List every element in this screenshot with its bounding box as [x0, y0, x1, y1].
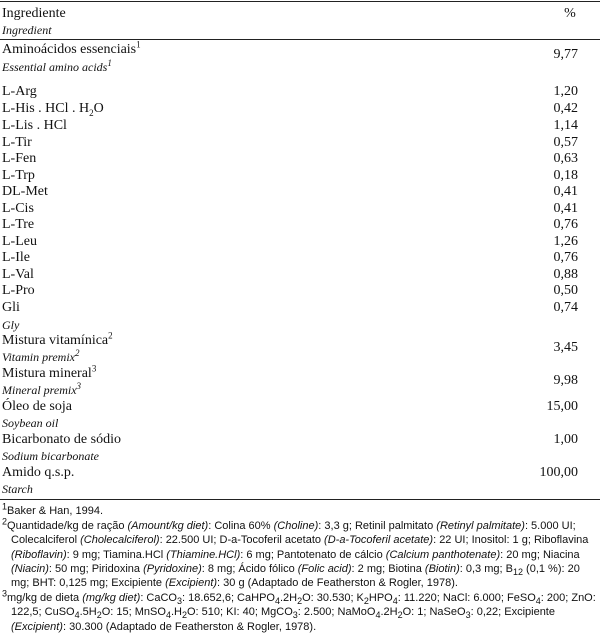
ingredient-name: Óleo de soja: [2, 399, 72, 414]
ingredient-name-en: Starch: [2, 482, 33, 496]
ingredient-name-en: Essential amino acids$^1$: [2, 58, 112, 74]
ingredient-name: Amido q.s.p.: [2, 465, 75, 480]
ingredient-name: Aminoácidos essenciais$^1$: [2, 39, 141, 57]
ingredient-name: L-Trp: [2, 168, 35, 183]
ingredient-name: L-Ile: [2, 250, 30, 265]
ingredient-name: Bicarbonato de sódio: [2, 432, 121, 447]
ingredient-name: Mistura mineral$^3$: [2, 363, 97, 381]
ingredient-value: 3,45: [553, 340, 578, 355]
ingredient-value: 0,63: [553, 151, 578, 166]
ingredient-value: 9,77: [553, 47, 578, 62]
header-ingredient: Ingrediente: [2, 6, 66, 21]
ingredient-name-en: Soybean oil: [2, 416, 59, 430]
ingredient-value: 15,00: [546, 399, 578, 414]
table-row: [2, 249, 600, 267]
ingredient-value: 1,14: [553, 118, 578, 133]
ingredient-value: 0,76: [553, 250, 578, 265]
table-row: [2, 150, 600, 168]
table-row: [2, 100, 600, 118]
ingredient-value: 0,57: [553, 135, 578, 150]
bottom-rule: [0, 499, 600, 500]
ingredient-name: DL-Met: [2, 184, 48, 199]
ingredient-value: 0,88: [553, 267, 578, 282]
ingredient-value: 0,74: [553, 300, 578, 315]
footnote-3: $^3$mg/kg de dieta (mg/kg diet): CaCO$_3$: 18.652,6; $CaHPO_4.2H_2O$: 30.530; $K_2HPO_4$: 11.220; NaCl: 6.000; FeSO$_4$: 200; ZnO: 122,5; $CuSO_4.5H_2O$: 15; $MnSO_4.H_2O$: 510; KI: 40; MgCO$_3$: 2.500; $NaMoO_4.2H_2O$: 1; NaSeO$_3$: 0,22; Excipiente (Excipient): 30.300 (Adaptado de Featherston & Rogler, 1978).: [2, 588, 596, 633]
ingredient-value: 0,41: [553, 184, 578, 199]
header-percent: %: [564, 6, 576, 21]
ingredient-name-en: Sodium bicarbonate: [2, 449, 99, 463]
ingredient-value: 0,42: [553, 101, 578, 116]
ingredient-name: L-Leu: [2, 234, 37, 249]
ingredient-name: L-Arg: [2, 84, 37, 99]
table-row: [2, 299, 600, 317]
table-row: [2, 117, 600, 135]
table-row: [2, 216, 600, 234]
ingredient-name: Mistura vitamínica$^2$: [2, 330, 113, 348]
ingredient-name: L-Lis . HCl: [2, 118, 67, 133]
footnote-1: $^1$Baker & Han, 1994.: [2, 501, 104, 517]
ingredient-value: 0,76: [553, 217, 578, 232]
ingredient-value: 0,50: [553, 283, 578, 298]
ingredient-name-en: Gly: [2, 318, 20, 332]
ingredient-value: 0,41: [553, 201, 578, 216]
table-row: [2, 282, 600, 300]
ingredient-name: L-His . HCl . $H_2O$: [2, 101, 104, 118]
ingredient-name-en: Mineral premix$^3$: [2, 381, 82, 397]
ingredient-value: 1,00: [553, 432, 578, 447]
ingredient-value: 1,20: [553, 84, 578, 99]
ingredient-value: 0,18: [553, 168, 578, 183]
ingredient-name: L-Tir: [2, 135, 32, 150]
ingredient-value: 1,26: [553, 234, 578, 249]
ingredient-name: Gli: [2, 300, 20, 315]
footnote-2: $^2$Quantidade/kg de ração (Amount/kg diet): Colina 60% (Choline): 3,3 g; Retinil palmitato (Retinyl palmitate): 5.000 UI; Colecalciferol (Cholecalciferol): 22.500 UI; D-a-Tocoferil acetato (D-a-Tocoferil acetate): 22 UI; Inositol: 1 g; Riboflavina (Riboflavin): 9 mg; Tiamina.HCl (Thiamine.HCl): 6 mg; Pantotenato de cálcio (Calcium panthotenate): 20 mg; Niacina (Niacin): 50 mg; Piridoxina (Pyridoxine): 8 mg; Ácido fólico (Folic acid): 2 mg; Biotina (Biotin): 0,3 mg; $B_{12}$ (0,1 %): 20 mg; BHT: 0,125 mg; Excipiente (Excipient): 30 g (Adaptado de Featherston & Rogler, 1978).: [2, 516, 589, 590]
ingredient-value: 100,00: [539, 465, 578, 480]
footnotes: [2, 501, 598, 635]
top-rule: [0, 1, 600, 2]
ingredient-name: L-Cis: [2, 201, 34, 216]
table-row: [2, 83, 600, 101]
ingredient-value: 9,98: [553, 373, 578, 388]
table-row: [2, 183, 600, 201]
ingredient-name: L-Fen: [2, 151, 37, 166]
table-row: [2, 39, 600, 62]
ingredient-name: L-Val: [2, 267, 34, 282]
header-rule: [0, 39, 600, 40]
ingredient-name-en: Vitamin premix$^2$: [2, 348, 80, 364]
header-ingredient-en: Ingredient: [2, 23, 52, 37]
ingredient-name: L-Tre: [2, 217, 35, 232]
ingredient-name: L-Pro: [2, 283, 35, 298]
